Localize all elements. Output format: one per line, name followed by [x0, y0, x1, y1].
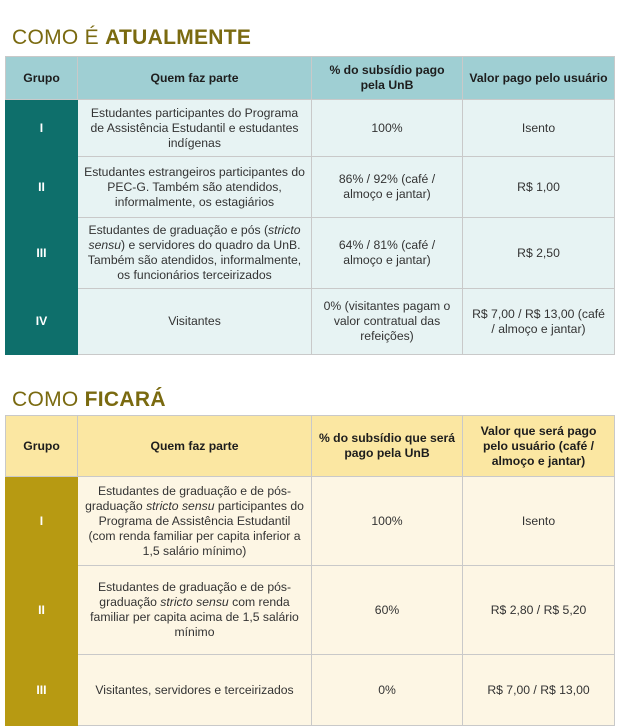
future-title-light: COMO: [12, 388, 85, 411]
price-cell: R$ 1,00: [463, 157, 615, 218]
price-cell: R$ 7,00 / R$ 13,00: [463, 655, 615, 726]
price-cell: Isento: [463, 477, 615, 566]
future-header-row: [6, 416, 615, 477]
members-cell: Estudantes estrangeiros participantes do PEC-G. Também são atendidos, informalmente, os estagiários: [78, 157, 312, 218]
group-label: IV: [6, 289, 78, 355]
members-text: participantes do Programa de Assistência Estudantil (com renda familiar per capita inferior a 1,5 salário mínimo): [88, 498, 304, 558]
subsidy-cell: 100%: [312, 477, 463, 566]
group-label: III: [6, 655, 78, 726]
current-header-price: Valor pago pelo usuário: [463, 57, 615, 100]
members-italic: stricto sensu: [88, 223, 301, 252]
current-title-light: COMO É: [12, 26, 106, 49]
current-section-title: [12, 26, 251, 50]
future-table: [5, 415, 615, 726]
table-row: [6, 655, 615, 726]
members-italic: stricto sensu: [146, 498, 215, 513]
group-label: I: [6, 477, 78, 566]
members-cell: [78, 477, 312, 566]
group-label: II: [6, 566, 78, 655]
members-text: Estudantes de graduação e pós (: [88, 223, 269, 237]
future-header-members: Quem faz parte: [78, 416, 312, 477]
members-cell: Estudantes participantes do Programa de Assistência Estudantil e estudantes indígenas: [78, 100, 312, 157]
members-cell: Visitantes, servidores e terceirizados: [78, 655, 312, 726]
table-row: [6, 218, 615, 289]
members-cell: [78, 566, 312, 655]
members-text: com renda familiar per capita acima de 1,5 salário mínimo: [90, 595, 299, 639]
future-header-subsidy: % do subsídio que será pago pela UnB: [312, 416, 463, 477]
current-header-members: Quem faz parte: [78, 57, 312, 100]
members-text: ) e servidores do quadro da UnB. Também são atendidos, informalmente, os funcionários terceirizados: [87, 238, 302, 282]
members-cell: Visitantes: [78, 289, 312, 355]
subsidy-cell: 0%: [312, 655, 463, 726]
group-label: III: [6, 218, 78, 289]
future-title-bold: FICARÁ: [84, 388, 166, 411]
price-cell: R$ 7,00 / R$ 13,00 (café / almoço e jantar): [463, 289, 615, 355]
price-cell: Isento: [463, 100, 615, 157]
table-row: [6, 566, 615, 655]
table-row: [6, 289, 615, 355]
subsidy-cell: 60%: [312, 566, 463, 655]
current-title-bold: ATUALMENTE: [105, 26, 252, 49]
table-row: [6, 100, 615, 157]
group-label: I: [6, 100, 78, 157]
subsidy-cell: 0% (visitantes pagam o valor contratual das refeições): [312, 289, 463, 355]
group-label: II: [6, 157, 78, 218]
price-cell: R$ 2,50: [463, 218, 615, 289]
current-header-subsidy: % do subsídio pago pela UnB: [312, 57, 463, 100]
future-section-title: [12, 388, 166, 412]
future-header-group: Grupo: [6, 416, 78, 477]
subsidy-cell: 64% / 81% (café / almoço e jantar): [312, 218, 463, 289]
members-text: Estudantes de graduação e de pós-graduação: [85, 483, 292, 513]
table-row: [6, 157, 615, 218]
table-row: [6, 477, 615, 566]
price-cell: R$ 2,80 / R$ 5,20: [463, 566, 615, 655]
future-header-price: Valor que será pago pelo usuário (café / almoço e jantar): [463, 416, 615, 477]
members-cell: [78, 218, 312, 289]
current-header-group: Grupo: [6, 57, 78, 100]
current-header-row: [6, 57, 615, 100]
subsidy-cell: 100%: [312, 100, 463, 157]
subsidy-cell: 86% / 92% (café / almoço e jantar): [312, 157, 463, 218]
current-table: [5, 56, 615, 355]
members-italic: stricto sensu: [160, 595, 229, 609]
members-text: Estudantes de graduação e de pós-graduação: [97, 580, 292, 609]
